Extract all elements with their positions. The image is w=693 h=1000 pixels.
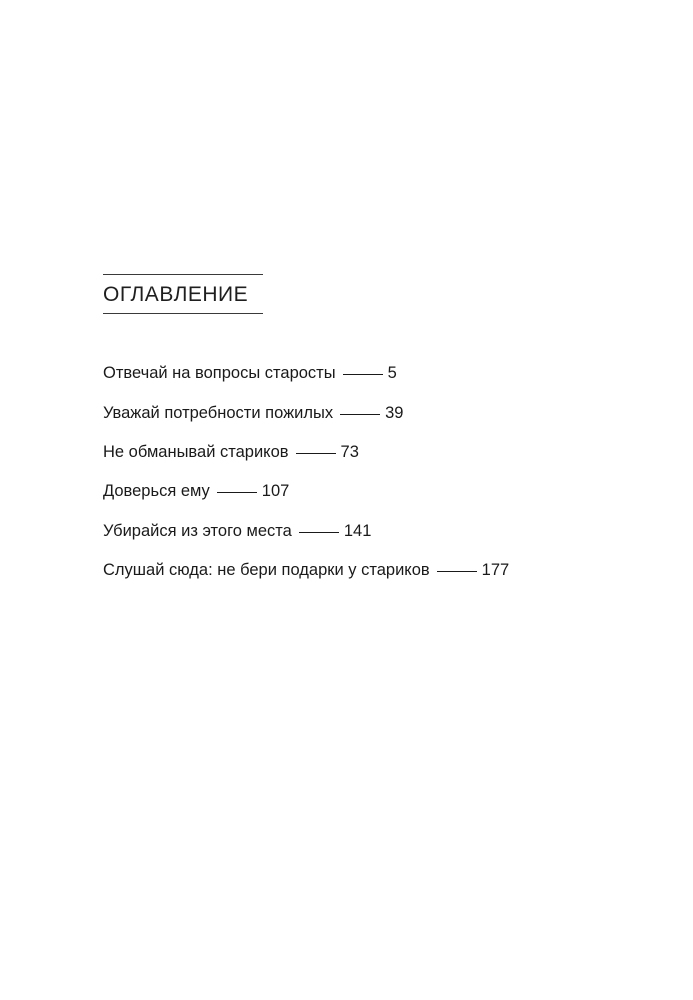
toc-entry-page: 73 (340, 442, 359, 461)
toc-entry-title: Убирайся из этого места (103, 521, 292, 540)
toc-title-block (103, 274, 263, 314)
toc-entry[interactable] (103, 472, 509, 511)
toc-dash (299, 532, 339, 533)
toc-entry-title: Слушай сюда: не бери подарки у стариков (103, 561, 430, 580)
toc-entry-page: 177 (481, 561, 510, 580)
toc-entry[interactable] (103, 433, 509, 472)
toc-entry-title: Не обманывай стариков (103, 442, 289, 461)
toc-entry-title: Отвечай на вопросы старосты (103, 364, 336, 383)
toc-entry-title: Уважай потребности пожилых (103, 403, 334, 422)
toc-dash (340, 414, 380, 415)
toc-entry-page: 141 (343, 521, 372, 540)
toc-list (103, 354, 509, 590)
toc-entry-title: Доверься ему (103, 482, 210, 501)
toc-entry-page: 5 (387, 364, 397, 383)
toc-dash (217, 492, 257, 493)
toc-entry-page: 107 (261, 482, 290, 501)
toc-dash (343, 374, 383, 375)
page-title: ОГЛАВЛЕНИЕ (103, 283, 249, 306)
toc-entry[interactable] (103, 393, 509, 432)
toc-dash (437, 571, 477, 572)
toc-entry[interactable] (103, 512, 509, 551)
toc-entry-page: 39 (385, 403, 404, 422)
toc-entry[interactable] (103, 551, 509, 590)
toc-entry[interactable] (103, 354, 509, 393)
toc-dash (296, 453, 336, 454)
